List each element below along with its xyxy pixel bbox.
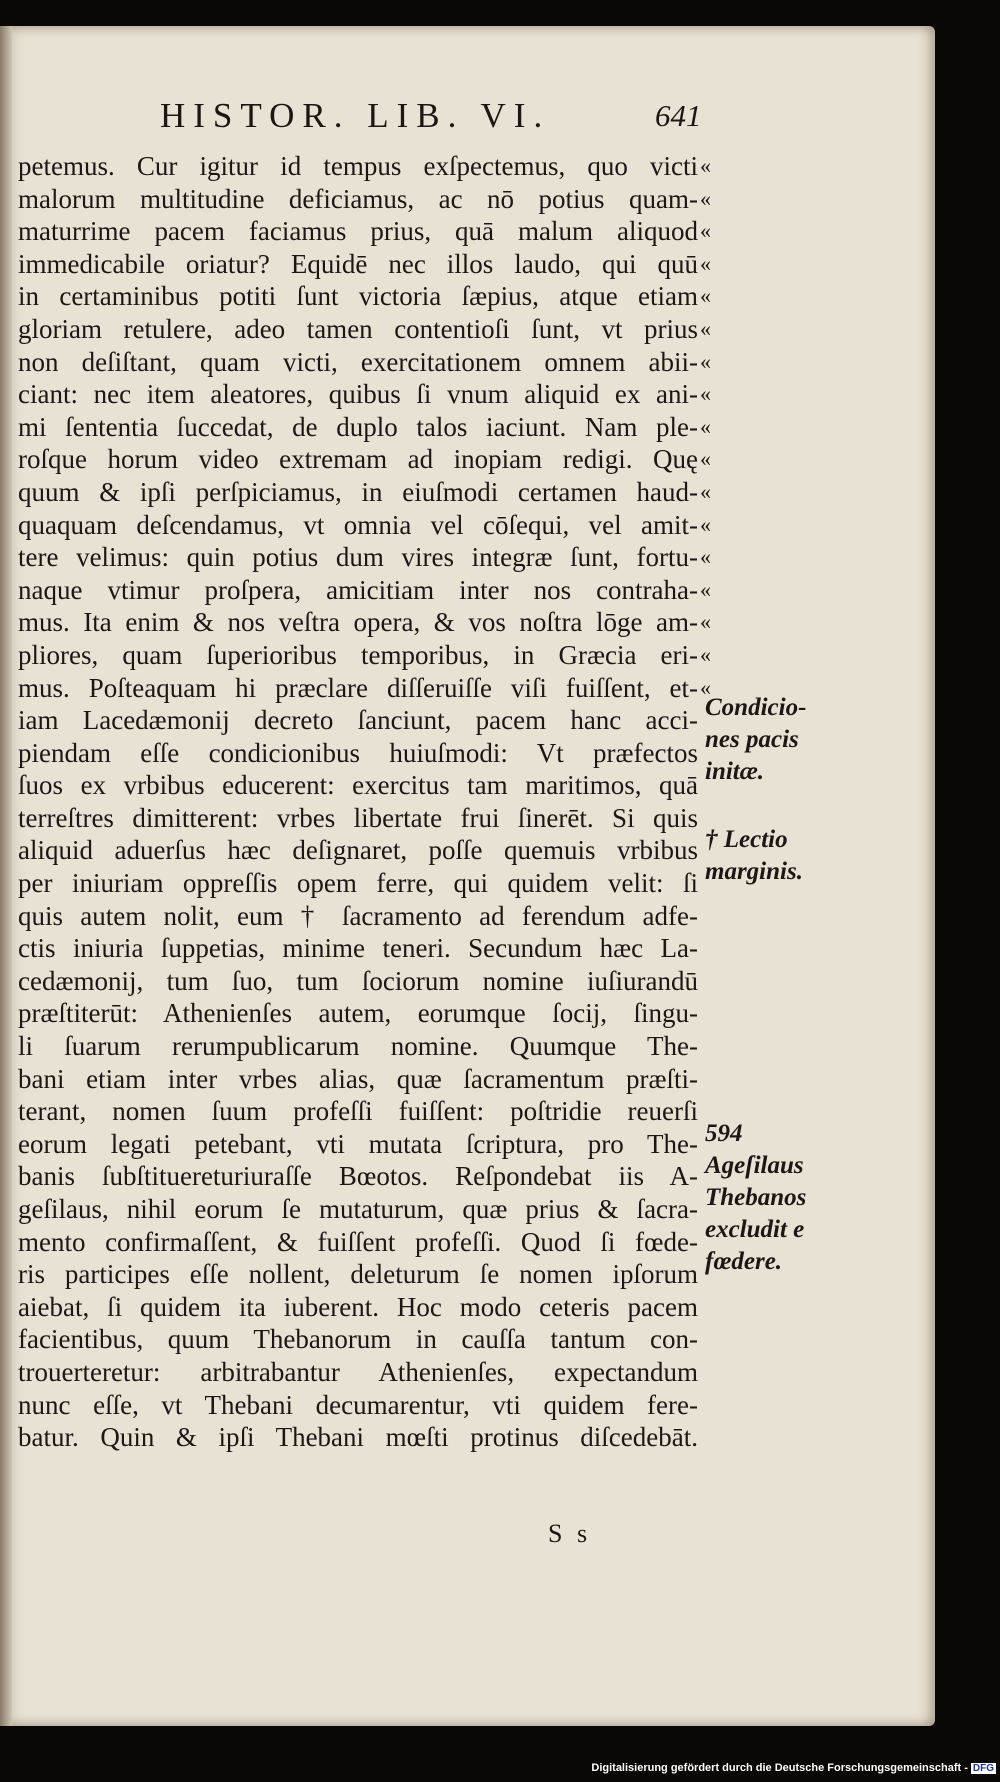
digitization-credit: [591, 1762, 996, 1774]
text-line: mus. Ita enim & nos veſtra opera, & vos noſtra lōge am-: [18, 607, 698, 638]
text-line: immedicabile oriatur? Equidē nec illos laudo, qui quū: [18, 248, 698, 279]
text-line: piendam eſſe condicionibus huiuſmodi: Vt præfectos: [18, 737, 698, 768]
signature-mark: S s: [548, 1519, 592, 1548]
text-line: roſque horum video extremam ad inopiam redigi. Quę: [18, 444, 698, 475]
text-line: mus. Poſteaquam hi præclare diſſeruiſſe viſi fuiſſent, et-: [18, 672, 698, 703]
text-line: maturrime pacem faciamus prius, quā malum aliquod: [18, 216, 698, 247]
text-line: naque vtimur proſpera, amicitiam inter nos contraha-: [18, 574, 698, 605]
text-line: terant, nomen ſuum profeſſi fuiſſent: poſtridie reuerſi: [18, 1096, 698, 1127]
folio-number: 641: [655, 98, 702, 133]
marginal-note-line: Ageſilaus: [705, 1152, 804, 1179]
quotation-mark: «: [700, 381, 711, 407]
marginal-note-line: † Lectio: [705, 826, 788, 853]
quotation-mark: «: [700, 413, 711, 439]
marginal-note-line: nes pacis: [705, 726, 799, 753]
credit-text: Digitalisierung gefördert durch die Deutsche Forschungsgemeinschaft -: [591, 1762, 968, 1774]
book-page: [0, 26, 935, 1726]
text-line: batur. Quin & ipſi Thebani mœſti protinus diſcedebāt.: [18, 1422, 698, 1453]
marginal-note-condiciones: [705, 692, 845, 788]
dfg-logo: DFG: [972, 1763, 994, 1774]
text-line: in certaminibus potiti ſunt victoria ſæpius, atque etiam: [18, 281, 698, 312]
quotation-mark: «: [700, 315, 711, 341]
quotation-mark: «: [700, 446, 711, 472]
text-line: quaquam deſcendamus, vt omnia vel cōſequi, vel amit-: [18, 509, 698, 540]
quotation-mark: «: [700, 348, 711, 374]
marginal-note-line: 594: [705, 1120, 743, 1147]
marginal-note-line: excludit e: [705, 1216, 805, 1243]
text-line: nunc eſſe, vt Thebani decumarentur, vti quidem fere-: [18, 1389, 698, 1420]
text-line: pliores, quam ſuperioribus temporibus, in Græcia eri-: [18, 639, 698, 670]
text-line: iam Lacedæmonij decreto ſanciunt, pacem hanc acci-: [18, 705, 698, 736]
marginal-note-line: fœdere.: [705, 1248, 783, 1275]
quotation-mark: «: [700, 218, 711, 244]
quotation-mark: «: [700, 511, 711, 537]
marginal-note-lectio: [705, 824, 845, 888]
text-line: per iniuriam oppreſſis opem ferre, qui quidem velit: ſi: [18, 868, 698, 899]
quotation-mark: «: [700, 641, 711, 667]
text-line: facientibus, quum Thebanorum in cauſſa tantum con-: [18, 1324, 698, 1355]
text-line: geſilaus, nihil eorum ſe mutaturum, quæ prius & ſacra-: [18, 1194, 698, 1224]
text-line: petemus. Cur igitur id tempus exſpectemus, quo victi: [18, 151, 698, 181]
text-line: bani etiam inter vrbes alias, quæ ſacramentum præſti-: [18, 1063, 698, 1094]
quotation-mark: «: [700, 185, 711, 211]
running-head: HISTOR. LIB. VI.: [160, 96, 551, 135]
quotation-mark: «: [700, 283, 711, 309]
quotation-mark: «: [700, 478, 711, 504]
marginal-note-line: initæ.: [705, 758, 765, 785]
text-line: tere velimus: quin potius dum vires integræ ſunt, fortu-: [18, 542, 698, 573]
text-line: li ſuarum rerumpublicarum nomine. Quumque The-: [18, 1031, 698, 1062]
quotation-mark: «: [700, 544, 711, 570]
text-line: aliquid aduerſus hæc deſignaret, poſſe quemuis vrbibus: [18, 835, 698, 866]
quotation-mark: «: [700, 153, 711, 178]
marginal-note-line: marginis.: [705, 858, 803, 885]
text-line: ſuos ex vrbibus educerent: exercitus tam maritimos, quā: [18, 770, 698, 801]
text-line: quum & ipſi perſpiciamus, in eiuſmodi certamen haud-: [18, 476, 698, 507]
marginal-note-line: Condicio-: [705, 694, 807, 721]
page-gutter-shadow: [0, 26, 12, 1726]
text-line: gloriam retulere, adeo tamen contentioſi ſunt, vt prius: [18, 313, 698, 344]
text-line: mi ſententia ſuccedat, de duplo talos iaciunt. Nam ple-: [18, 411, 698, 442]
quotation-mark: «: [700, 250, 711, 276]
text-line: malorum multitudine deficiamus, ac nō potius quam-: [18, 183, 698, 214]
text-line: trouerteretur: arbitrabantur Athenienſes, expectandum: [18, 1356, 698, 1387]
text-line: ris participes eſſe nollent, deleturum ſe nomen ipſorum: [18, 1259, 698, 1290]
text-line: cedæmonij, tum ſuo, tum ſociorum nomine iuſiurandū: [18, 965, 698, 996]
quotation-mark-column: [700, 150, 730, 704]
text-line: terreſtres dimitterent: vrbes libertate frui ſinerēt. Si quis: [18, 802, 698, 833]
text-line: ctis iniuria ſuppetias, minime teneri. Secundum hæc La-: [18, 933, 698, 964]
text-line: ciant: nec item aleatores, quibus ſi vnum aliquid ex ani-: [18, 379, 698, 410]
text-line: præſtiterūt: Athenienſes autem, eorumque ſocij, ſingu-: [18, 998, 698, 1029]
main-text-block: [18, 150, 698, 1454]
marginal-note-agesilaus: [705, 1118, 845, 1278]
quotation-mark: «: [700, 609, 711, 635]
text-line: quis autem nolit, eum † ſacramento ad ferendum adfe-: [18, 900, 698, 931]
text-line: aiebat, ſi quidem ita iuberent. Hoc modo ceteris pacem: [18, 1291, 698, 1322]
text-line: banis ſubſtituereturiuraſſe Bœotos. Reſpondebat iis A-: [18, 1161, 698, 1192]
text-line: eorum legati petebant, vti mutata ſcriptura, pro The-: [18, 1128, 698, 1159]
marginal-note-line: Thebanos: [705, 1184, 807, 1211]
quotation-mark: «: [700, 576, 711, 602]
text-line: mento confirmaſſent, & fuiſſent profeſſi. Quod ſi fœde-: [18, 1226, 698, 1257]
text-line: non deſiſtant, quam victi, exercitationem omnem abii-: [18, 346, 698, 377]
quotation-mark: «: [700, 674, 711, 700]
